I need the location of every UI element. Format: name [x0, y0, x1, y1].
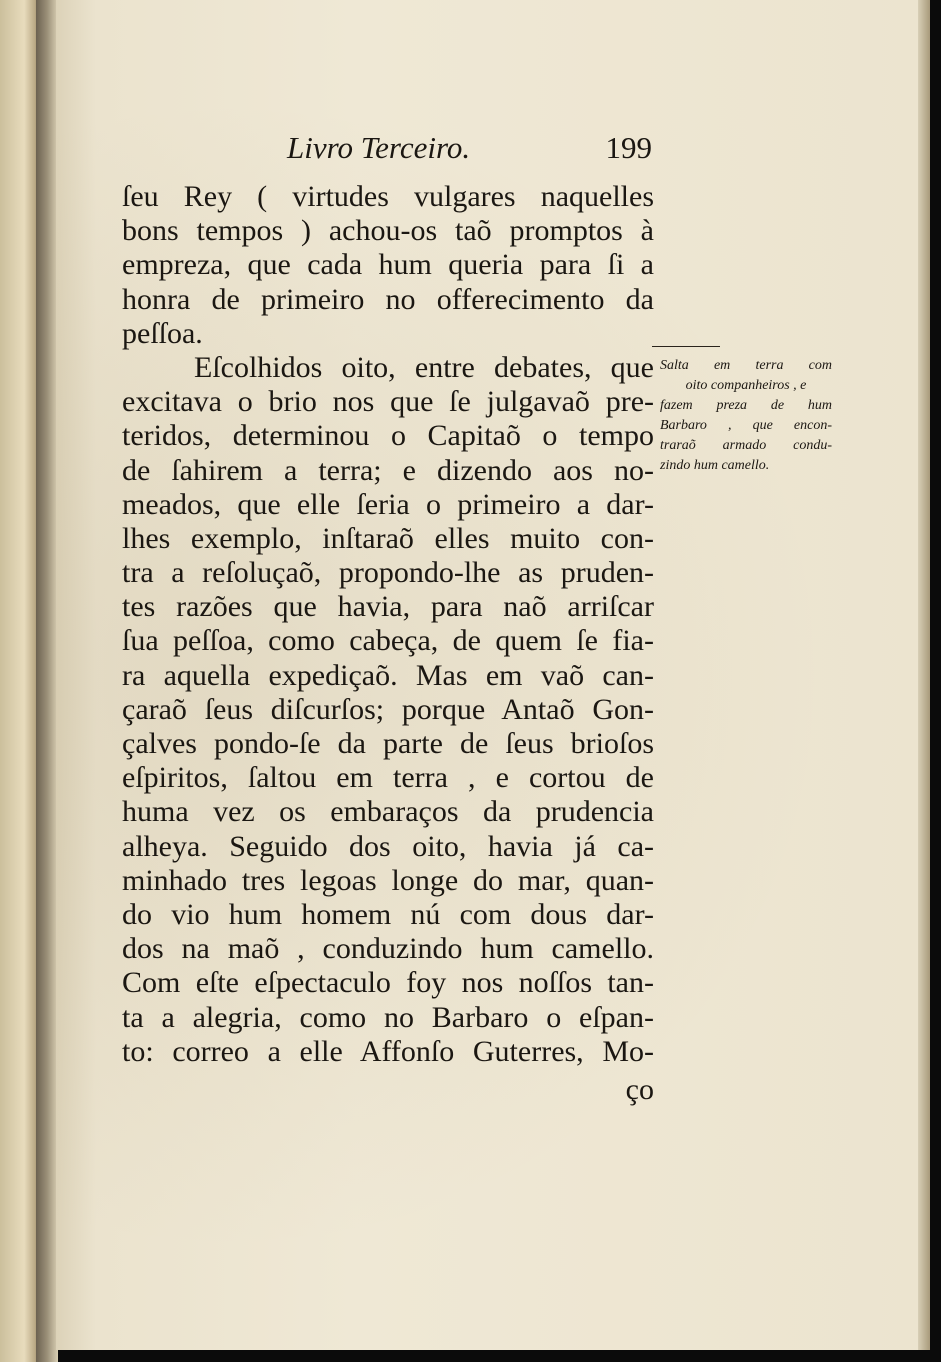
text-line: huma vez os embaraços da prudencia: [122, 795, 654, 829]
text-line: Com eſte eſpectaculo foy nos noſſos tan-: [122, 966, 654, 1000]
text-line: tra a reſoluçaõ, propondo-lhe as pruden-: [122, 556, 654, 590]
text-line: de ſahirem a terra; e dizendo aos no-: [122, 453, 654, 487]
margin-note-line: Barbaro , que encon-: [660, 418, 832, 433]
text-line: bons tempos ) achou-os taõ promptos à: [122, 214, 654, 248]
text-line: lhes exemplo, inſtaraõ elles muito con-: [122, 521, 654, 555]
margin-note-line: traraõ armado condu-: [660, 438, 832, 453]
text-line: eſpiritos, ſaltou em terra , e cortou de: [122, 761, 654, 795]
text-line: teridos, determinou o Capitaõ o tempo: [122, 419, 654, 453]
text-line: çaraõ ſeus diſcurſos; porque Antaõ Gon-: [122, 692, 654, 726]
margin-note: [660, 356, 832, 476]
text-line: minhado tres legoas longe do mar, quan-: [122, 863, 654, 897]
text-line: tes razões que havia, para naõ arriſcar: [122, 590, 654, 624]
text-line: ta a alegria, como no Barbaro o eſpan-: [122, 1000, 654, 1034]
margin-note-line: Salta em terra com: [660, 358, 832, 373]
text-line: excitava o brio nos que ſe julgavaõ pre-: [122, 385, 654, 419]
catchword: ço: [625, 1072, 654, 1106]
text-line: alheya. Seguido dos oito, havia já ca-: [122, 829, 654, 863]
text-line: çalves pondo-ſe da parte de ſeus brioſos: [122, 727, 654, 760]
text-line: ſeu Rey ( virtudes vulgares naquelles: [122, 180, 654, 213]
text-line: meados, que elle ſeria o primeiro a dar-: [122, 487, 654, 521]
text-line: dos na maõ , conduzindo hum camello.: [122, 932, 654, 966]
text-line: Eſcolhidos oito, entre debates, que: [194, 350, 654, 384]
body-text: [122, 180, 654, 1069]
binding-gutter: [36, 0, 58, 1362]
text-line: empreza, que cada hum queria para ſi a: [122, 248, 654, 282]
margin-note-line: zindo hum camello.: [660, 458, 770, 473]
text-line: ra aquella expediçaõ. Mas em vaõ can-: [122, 658, 654, 692]
right-page-edge: [918, 0, 930, 1350]
running-title: Livro Terceiro.: [287, 130, 471, 165]
text-line: peſſoa.: [122, 316, 203, 350]
text-block: [122, 120, 654, 1107]
text-line: honra de primeiro no offerecimento da: [122, 282, 654, 316]
margin-rule: [652, 346, 720, 347]
page-header: [122, 120, 654, 180]
margin-note-line: oito companheiros , e: [685, 378, 807, 393]
margin-note-line: fazem preza de hum: [660, 398, 832, 413]
text-line: do vio hum homem nú com dous dar-: [122, 897, 654, 931]
text-line: ſua peſſoa, como cabeça, de quem ſe fia-: [122, 624, 654, 658]
text-line: to: correo a elle Affonſo Guterres, Mo-: [122, 1034, 654, 1068]
page-number: 199: [605, 130, 652, 165]
